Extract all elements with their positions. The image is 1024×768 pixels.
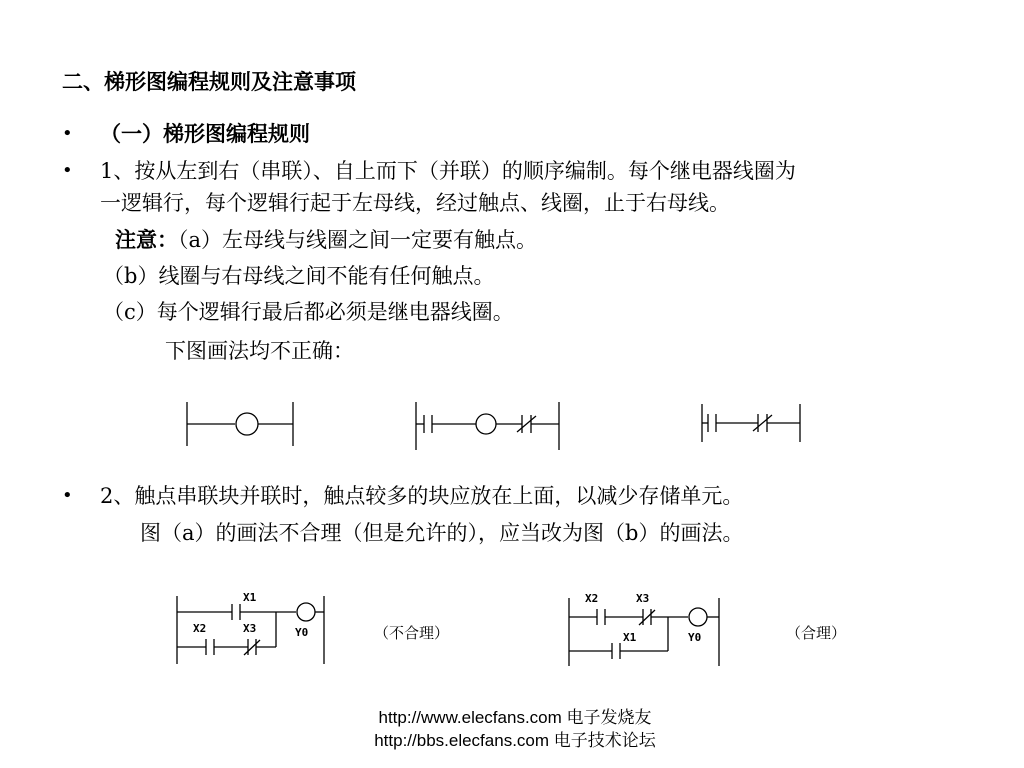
- rule1-line1: 1、按从左到右（串联）、自上而下（并联）的顺序编制。每个继电器线圈为: [100, 159, 796, 183]
- rule2-line2: 图（a）的画法不合理（但是允许的），应当改为图（b）的画法。: [140, 521, 744, 545]
- note-label: 注意：: [115, 227, 178, 252]
- contact-label-x1: X1: [243, 591, 257, 604]
- note-line-c: （c）每个逻辑行最后都必须是继电器线圈。: [103, 300, 514, 324]
- contact-label-x2: X2: [585, 592, 599, 605]
- note-below-text: 下图画法均不正确：: [165, 339, 354, 363]
- rule2-line1: 2、触点串联块并联时，触点较多的块应放在上面，以减少存储单元。: [100, 484, 744, 508]
- coil-label-y0: Y0: [688, 631, 702, 644]
- note-a-text: （a）左母线与线圈之间一定要有触点。: [178, 228, 538, 252]
- contact-label-x3: X3: [636, 592, 650, 605]
- contact-label-x3: X3: [243, 622, 257, 635]
- section-title: 二、梯形图编程规则及注意事项: [62, 69, 356, 94]
- coil-label-y0: Y0: [295, 626, 309, 639]
- footer-links: http://www.elecfans.com 电子发烧友 http://bbs.elecfans.com 电子技术论坛: [374, 708, 656, 750]
- rule1-line2: 一逻辑行，每个逻辑行起于左母线，经过触点、线圈，止于右母线。: [100, 191, 730, 215]
- note-line-b: （b）线圈与右母线之间不能有任何触点。: [103, 264, 495, 288]
- bullet-marker: •: [62, 123, 73, 144]
- caption-unreasonable: （不合理）: [374, 624, 450, 642]
- contact-label-x1: X1: [623, 631, 637, 644]
- caption-reasonable: （合理）: [786, 624, 847, 642]
- sub-heading: （一）梯形图编程规则: [100, 121, 310, 146]
- contact-label-x2: X2: [193, 622, 207, 635]
- bullet-marker: •: [62, 160, 73, 181]
- bullet-marker: •: [62, 485, 73, 506]
